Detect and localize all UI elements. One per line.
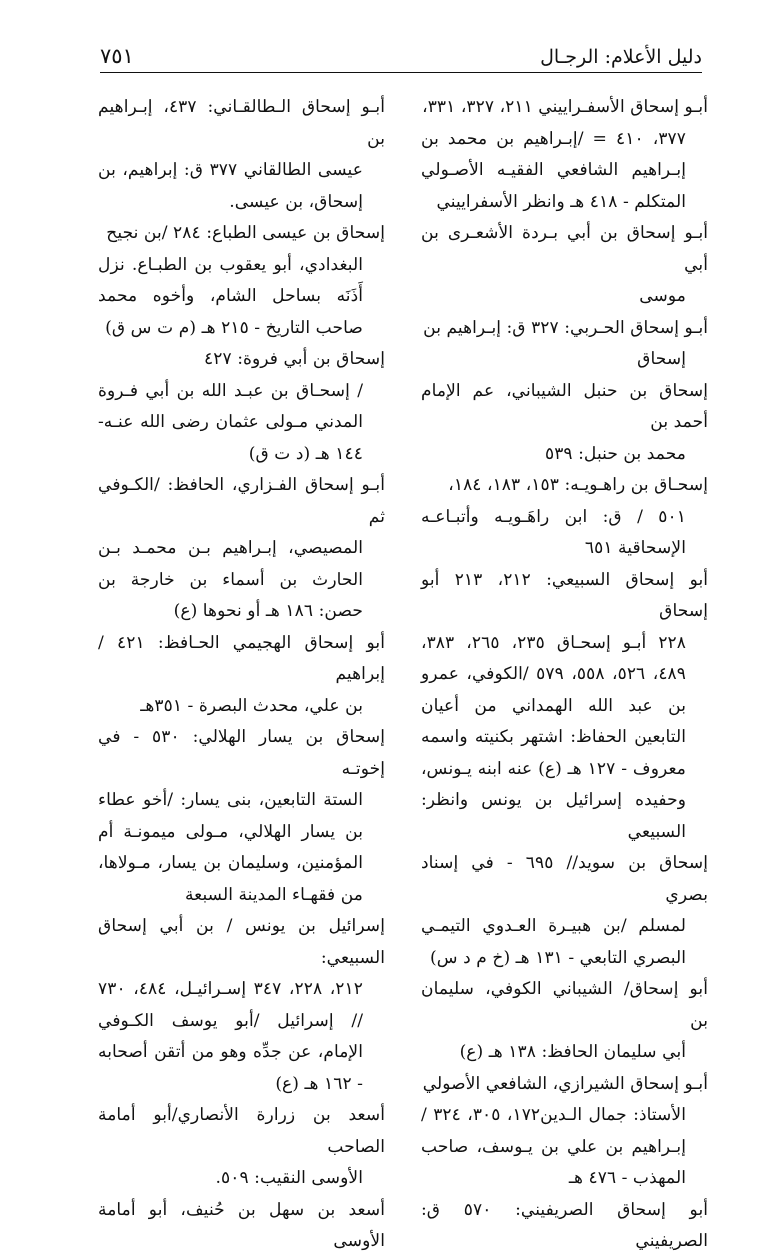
index-entry [98, 628, 385, 723]
entry-continuation: عيسى الطالقاني ٣٧٧ ق: إبراهيم، بن إسحاق، بن عيسى. [98, 160, 363, 212]
entry-continuation: / إسحـاق بن عبـد الله بن أبي فـروة المدني مـولى عثمان رضى الله عنـه- ١٤٤ هـ (د ت ق) [98, 380, 363, 464]
index-entry [421, 848, 708, 974]
entry-heading: إسحاق بن أبي فروة: ٤٢٧ [204, 349, 385, 369]
entry-heading: إسرائيل بن يونس / بن أبي إسحاق السبيعي: [98, 916, 385, 968]
entry-continuation: بن علي، محدث البصرة - ٣٥١هـ [140, 695, 363, 716]
page-header [100, 28, 702, 73]
index-entry [421, 974, 708, 1069]
entry-heading: أبـو إسحاق الأسفـراييني ٢١١، ٣٢٧، ٣٣١، [422, 97, 708, 117]
entry-heading: إسحاق بن يسار الهلالي: ٥٣٠ - في إخوتـه [98, 727, 385, 779]
entry-heading: أبـو إسحاق الشيرازي، الشافعي الأصولي [422, 1073, 708, 1094]
entry-heading: أبو إسحاق/ الشيباني الكوفي، سليمان بن [421, 979, 708, 1031]
index-entry [421, 470, 708, 565]
index-columns [98, 92, 709, 1251]
entry-heading: أبو إسحاق الهجيمي الحـافظ: ٤٢١ /إبراهيم [98, 632, 385, 684]
index-entry [98, 92, 385, 218]
entry-continuation: ٢١٢، ٢٢٨، ٣٤٧ إسـرائيـل، ٤٨٤، ٧٣٠ // إسرائيل /أبو يوسف الكـوفي الإمام، عن جدِّه وهو من أتقن أصحابه - ١٦٢ هـ (ع) [98, 979, 363, 1094]
index-entry [421, 92, 708, 218]
index-entry [421, 565, 708, 849]
entry-heading: أبو إسحاق السبيعي: ٢١٢، ٢١٣ أبو إسحاق [421, 569, 709, 621]
right-column [421, 92, 709, 1251]
entry-heading: أسعد بن زرارة الأنصاري/أبو أمامة الصاحب [98, 1105, 385, 1157]
entry-continuation: ٥٠١ / ق: ابن راهَـويـه وأتبـاعـه الإسحاقية ٦٥١ [421, 506, 686, 558]
entry-heading: إسحاق بن عيسى الطباع: ٢٨٤ /بن نجيح [106, 223, 385, 243]
index-entry [421, 1195, 708, 1258]
entry-continuation: لمسلم /بن هبيـرة العـدوي التيمـي البصري التابعي - ١٣١ هـ (خ م د س) [421, 916, 686, 968]
index-entry [421, 218, 708, 313]
entry-continuation: الستة التابعين، بنى يسار: /أخو عطاء بن يسار الهلالي، مـولى ميمونـة أم المؤمنين، وسليمان بن يسار، مـولاها، من فقهـاء المدينة السبعة [98, 790, 363, 905]
index-entry [98, 1195, 385, 1258]
entry-heading: إسحاق بن سويد// ٦٩٥ - في إسناد بصري [421, 853, 708, 905]
index-entry [98, 1100, 385, 1195]
entry-heading: إسحـاق بن راهـويـه: ١٥٣، ١٨٣، ١٨٤، [448, 475, 708, 495]
entry-continuation: محمد بن حنبل: ٥٣٩ [544, 443, 686, 464]
index-entry [98, 722, 385, 911]
entry-continuation: موسى [639, 286, 686, 306]
entry-heading: أبـو إسحاق الـطالقـاني: ٤٣٧، إبـراهيم بن [98, 97, 385, 149]
entry-heading: أبـو إسحاق الفـزاري، الحافظ: /الكـوفي ثم [98, 475, 385, 527]
entry-continuation: أبي سليمان الحافظ: ١٣٨ هـ (ع) [459, 1042, 686, 1062]
index-entry [98, 911, 385, 1100]
entry-heading: أسعد بن سهل بن حُنيف، أبو أمامة الأوسى [98, 1199, 385, 1251]
entry-continuation: المصيصي، إبـراهيم بـن محمـد بـن الحارث بن أسماء بن خارجة بن حصن: ١٨٦ هـ أو نحوها (ع) [98, 538, 363, 621]
index-entry [421, 376, 708, 471]
entry-heading: أبو إسحاق الصريفيني: ٥٧٠ ق: الصريفيني [421, 1199, 709, 1251]
index-entry [98, 218, 385, 344]
entry-continuation: ٢٢٨ أبـو إسحـاق ٢٣٥، ٢٦٥، ٣٨٣، ٤٨٩، ٥٢٦، ٥٥٨، ٥٧٩ /الكوفي، عمرو بن عبد الله الهمداني من أعيان التابعين الحفاظ: اشتهر بكنيته واسمه معروف - ١٢٧ هـ (ع) عنه ابنه يـونس، وحفيده إسرائيل بن يونس وانظر: السبيعي [421, 632, 687, 842]
entry-continuation: ٣٧٧، ٤١٠ = /إبـراهيم بن محمد بن إبـراهيم الشافعي الفقيـه الأصـولي المتكلم - ٤١٨ هـ وانظر الأسفراييني [421, 128, 687, 212]
entry-continuation: البغدادي، أبو يعقوب بن الطبـاع. نزل أَذَنَه بساحل الشام، وأخوه محمد صاحب التاريخ - ٢١٥ هـ (م ت س ق) [98, 254, 363, 338]
entry-heading: إسحاق بن حنبل الشيباني، عم الإمام أحمد بن [421, 380, 708, 432]
left-column [98, 92, 385, 1251]
index-entry [98, 470, 385, 628]
running-title: دليل الأعلام: الرجـال [540, 46, 702, 68]
index-entry [421, 313, 708, 376]
entry-continuation: الأستاذ: جمال الـدين١٧٢، ٣٠٥، ٣٢٤ /إبـراهيم بن علي بن يـوسف، صاحب المهذب - ٤٧٦ هـ [421, 1105, 687, 1188]
index-entry [98, 344, 385, 470]
page-number: ٧٥١ [100, 44, 134, 68]
entry-heading: أبـو إسحاق الحـربي: ٣٢٧ ق: إبـراهيم بن [423, 317, 708, 338]
entry-continuation: إسحاق [637, 349, 686, 369]
index-entry [421, 1069, 708, 1195]
entry-continuation: الأوسى النقيب: ٥٠٩. [215, 1168, 363, 1188]
entry-heading: أبـو إسحاق بن أبي بـردة الأشعـرى بن أبي [421, 223, 708, 275]
